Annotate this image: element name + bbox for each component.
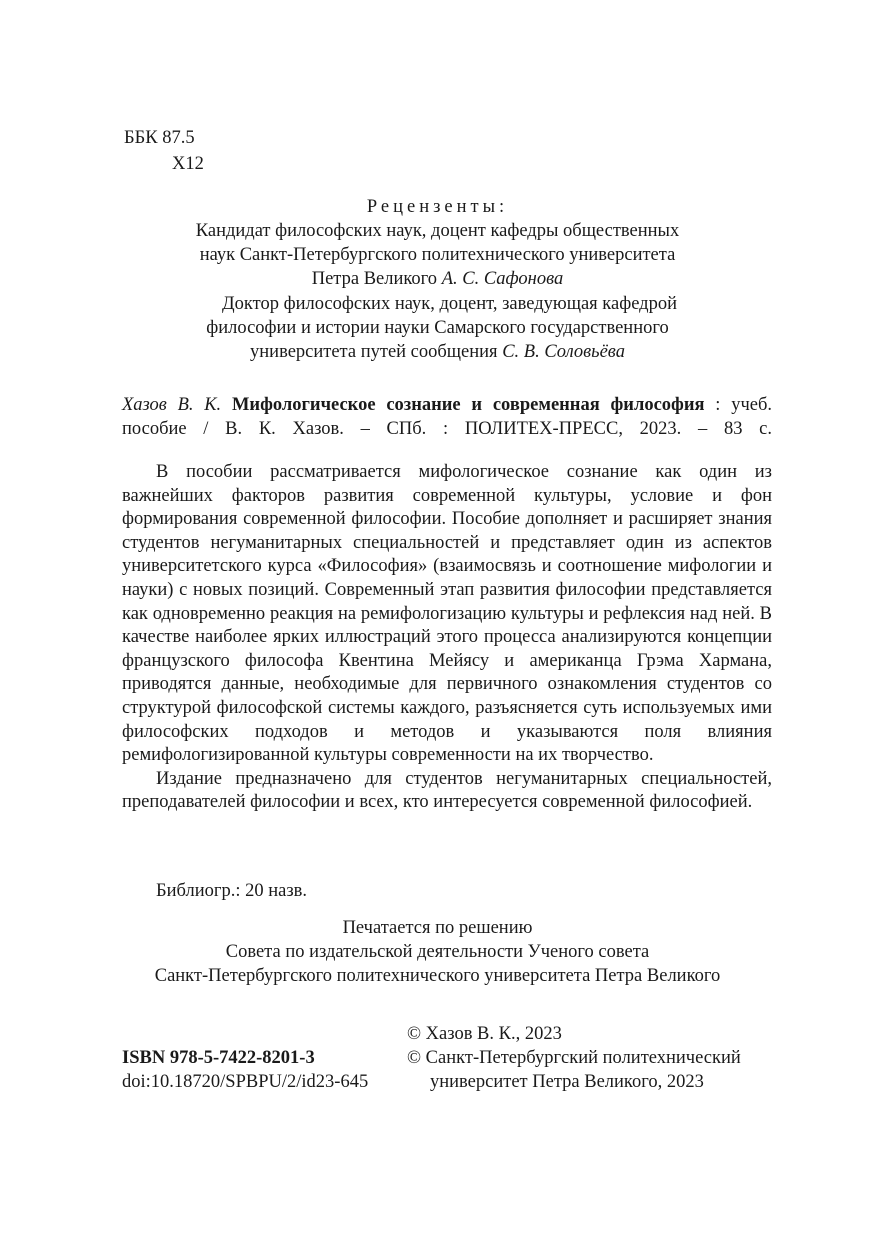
reviewers-heading: Рецензенты: (366, 197, 509, 217)
publication-decision-line-2: Совета по издательской деятельности Ученого совета (225, 942, 650, 962)
bbk-code: ББК 87.5 (124, 128, 195, 148)
reviewer-2-affiliation-tail: университета путей сообщения (250, 342, 503, 362)
record-title: Мифологическое сознание и современная философия (231, 395, 705, 415)
doi: doi:10.18720/SPBPU/2/id23-645 (122, 1072, 369, 1092)
reviewer-1-line-1: Кандидат философских наук, доцент кафедры общественных (195, 221, 680, 241)
reviewer-2-name: С. В. Соловьёва (502, 342, 625, 362)
reviewer-1-line-2: наук Санкт-Петербургского политехнического университета (199, 245, 676, 265)
annotation-paragraph-2: Издание предназначено для студентов негуманитарных специальностей, преподавателей философии и всех, кто интересуется современной философией. (122, 768, 772, 813)
copyright-author: © Хазов В. К., 2023 (407, 1024, 562, 1044)
bibliography-count: Библиогр.: 20 назв. (156, 881, 307, 901)
publication-decision-line-3: Санкт-Петербургского политехнического университета Петра Великого (154, 966, 721, 986)
copyright-publisher-line-2: университет Петра Великого, 2023 (430, 1072, 704, 1092)
record-author: Хазов В. К. (122, 395, 222, 415)
publication-decision-line-1: Печатается по решению (342, 918, 533, 938)
copyright-publisher-line-1: © Санкт-Петербургский политехнический (407, 1048, 741, 1068)
isbn: ISBN 978-5-7422-8201-3 (122, 1048, 315, 1068)
reviewer-2-line-3 (0, 341, 875, 365)
reviewer-2-line-1: Доктор философских наук, доцент, заведующая кафедрой (222, 294, 677, 314)
bibliographic-record (122, 394, 772, 441)
author-mark-code: Х12 (172, 154, 204, 174)
reviewer-2-line-2: философии и истории науки Самарского государственного (206, 318, 669, 338)
annotation (122, 461, 772, 815)
reviewer-1-line-3 (0, 268, 875, 292)
reviewer-1-name: А. С. Сафонова (441, 269, 564, 289)
record-details: учеб. пособие / В. К. Хазов. – СПб. : ПОЛИТЕХ-ПРЕСС, 2023. – 83 с. (122, 395, 773, 439)
reviewer-1-affiliation-tail: Петра Великого (311, 269, 442, 289)
record-separator: : (704, 395, 721, 415)
annotation-paragraph-1: В пособии рассматривается мифологическое сознание как один из важнейших факторов развития современной культуры, условие и фон формирования современной философии. Пособие дополняет и расширяет знания студентов негуманитарных специальностей и представляет один из аспектов университетского курса «Философия» (взаимосвязь и соотношение мифологии и науки) с новых позиций. Современный этап развития философии представляется как одновременно реакция на ремифологизацию культуры и рефлексия над ней. В качестве наиболее ярких иллюстраций этого процесса анализируются концепции французского философа Квентина Мейясу и американца Грэма Хармана, приводятся данные, необходимые для первичного ознакомления студентов со структурой философской системы каждого, разъясняется суть используемых ими философских подходов и методов и указываются поля влияния ремифологизированной культуры современности на их творчество. (122, 462, 772, 766)
